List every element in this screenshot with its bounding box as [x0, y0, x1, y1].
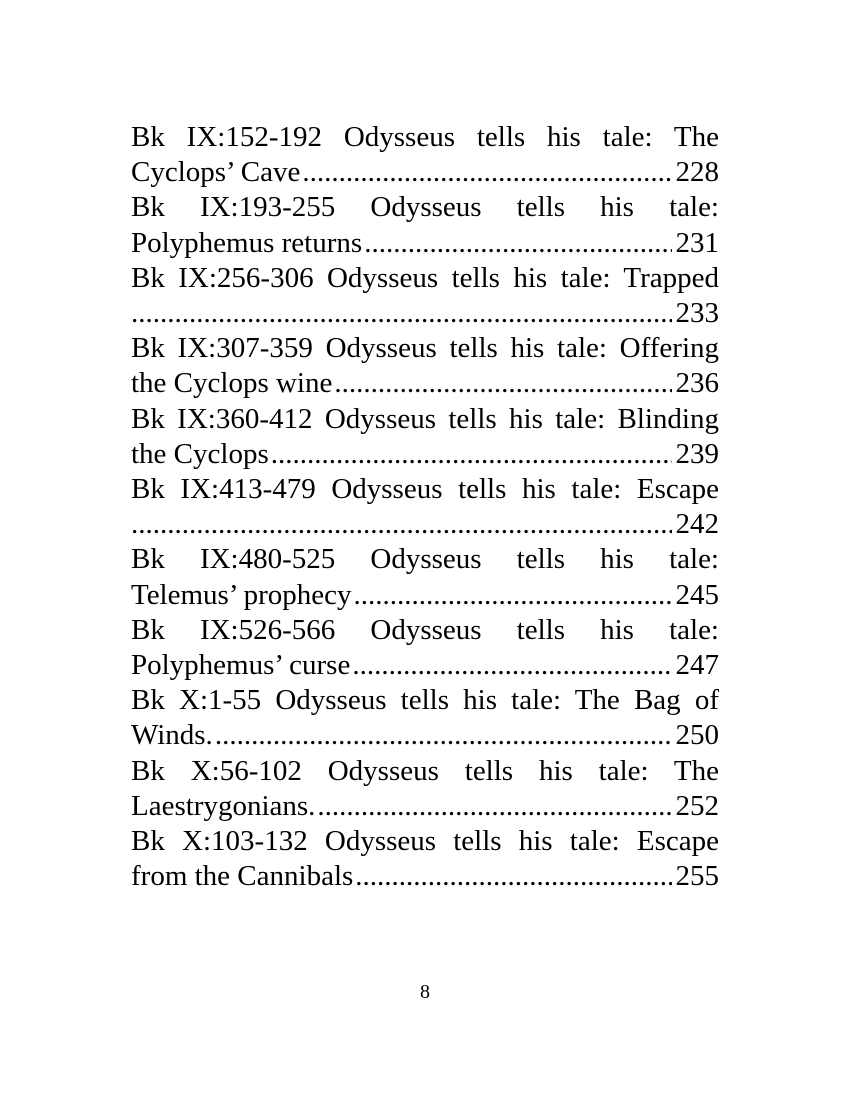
dot-leader	[352, 648, 671, 683]
dot-leader	[334, 366, 671, 401]
toc-entry-title-continued: Winds.	[131, 719, 213, 752]
toc-entry-page: 239	[675, 437, 719, 470]
toc-entry-title: Bk IX:360-412 Odysseus tells his tale: Blinding	[131, 402, 719, 435]
toc-entry-title: Bk X:103-132 Odysseus tells his tale: Escape	[131, 825, 719, 858]
toc-entry[interactable]	[131, 402, 719, 472]
toc-entry-page: 252	[675, 789, 719, 822]
toc-entry-title-continued: Telemus’ prophecy	[131, 578, 352, 611]
toc-entry-title: Bk IX:307-359 Odysseus tells his tale: Offering	[131, 332, 719, 365]
toc-entry[interactable]	[131, 331, 719, 401]
toc-entry-title-continued: Laestrygonians.	[131, 789, 316, 822]
toc-entry-title-continued: Polyphemus’ curse	[131, 649, 351, 682]
toc-entry-page: 255	[675, 860, 719, 893]
toc-entry-title-continued: Cyclops’ Cave	[131, 156, 301, 189]
table-of-contents	[131, 120, 719, 894]
toc-entry[interactable]	[131, 683, 719, 753]
toc-entry-page: 242	[675, 508, 719, 541]
toc-entry[interactable]	[131, 120, 719, 190]
toc-entry-page: 245	[675, 578, 719, 611]
dot-leader	[131, 296, 672, 331]
dot-leader	[355, 859, 671, 894]
toc-entry-title: Bk IX:152-192 Odysseus tells his tale: The	[131, 121, 719, 153]
toc-entry-title-continued: Polyphemus returns	[131, 226, 363, 259]
dot-leader	[215, 718, 672, 753]
toc-entry[interactable]	[131, 261, 719, 331]
toc-entry-page: 231	[675, 226, 719, 259]
toc-entry-page: 233	[675, 297, 719, 330]
toc-entry-title: Bk IX:193-255 Odysseus tells his tale:	[131, 191, 719, 224]
toc-entry[interactable]	[131, 824, 719, 894]
dot-leader	[271, 437, 672, 472]
toc-entry[interactable]	[131, 542, 719, 612]
toc-entry-title: Bk X:1-55 Odysseus tells his tale: The Bag of	[131, 684, 719, 717]
dot-leader	[354, 578, 672, 613]
toc-entry-page: 250	[675, 719, 719, 752]
dot-leader	[364, 226, 671, 261]
page-number: 8	[420, 981, 430, 1003]
toc-entry[interactable]	[131, 754, 719, 824]
toc-entry-title: Bk X:56-102 Odysseus tells his tale: The	[131, 754, 719, 787]
toc-entry[interactable]	[131, 472, 719, 542]
toc-entry-page: 247	[675, 649, 719, 682]
toc-entry-title-continued: the Cyclops	[131, 437, 269, 470]
toc-entry-title-continued: the Cyclops wine	[131, 367, 333, 400]
toc-entry[interactable]	[131, 613, 719, 683]
toc-entry-title: Bk IX:480-525 Odysseus tells his tale:	[131, 543, 719, 576]
toc-entry-title: Bk IX:256-306 Odysseus tells his tale: Trapped	[131, 261, 719, 294]
dot-leader	[317, 789, 671, 824]
toc-entry-title: Bk IX:413-479 Odysseus tells his tale: Escape	[131, 473, 719, 506]
toc-entry[interactable]	[131, 190, 719, 260]
toc-entry-title: Bk IX:526-566 Odysseus tells his tale:	[131, 613, 719, 646]
toc-entry-page: 228	[675, 156, 719, 189]
toc-entry-page: 236	[675, 367, 719, 400]
dot-leader	[302, 155, 671, 190]
toc-entry-title-continued: from the Cannibals	[131, 860, 354, 893]
dot-leader	[131, 507, 672, 542]
